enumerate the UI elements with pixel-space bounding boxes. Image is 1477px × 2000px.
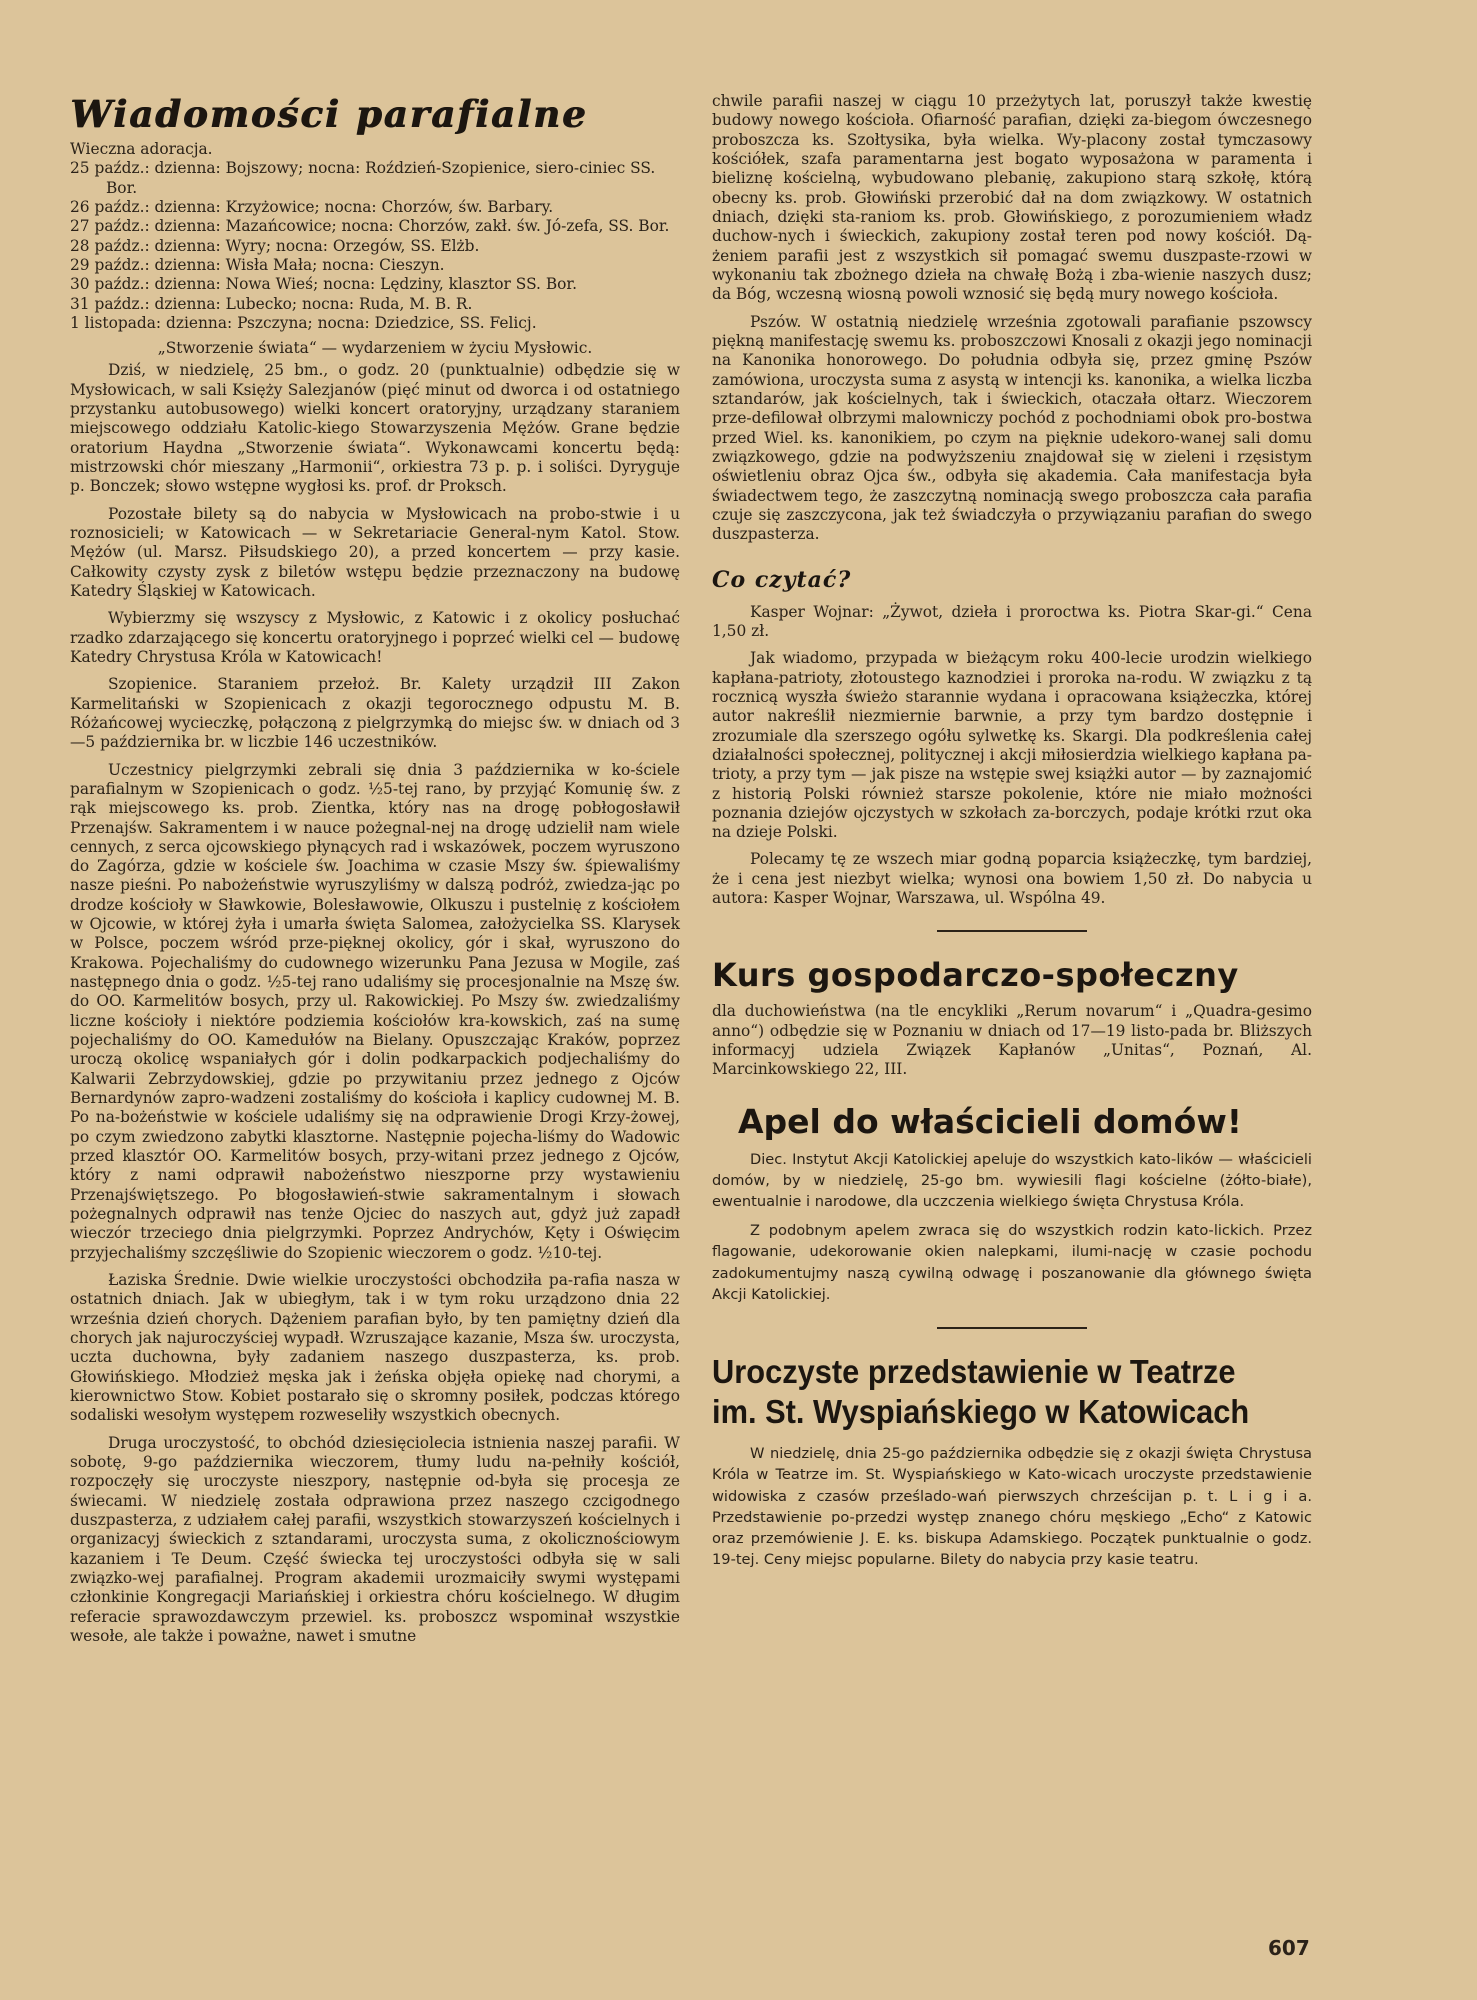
divider: [937, 930, 1087, 932]
kurs-paragraph: dla duchowieństwa (na tle encykliki „Rerum novarum“ i „Quadra-gesimo anno“) odbędzie się w Poznaniu w dniach od 17—19 listo-pada br. Bliższych informacyj udziela Związek Kapłanów „Unitas“, Poznań, Al. Marcinkowskiego 22, III.: [712, 1002, 1312, 1079]
adoration-entry: 1 listopada: dzienna: Pszczyna; nocna: Dziedzice, SS. Felicj.: [70, 313, 537, 332]
adoration-entry: 26 paźdz.: dzienna: Krzyżowice; nocna: Chorzów, św. Barbary.: [70, 197, 554, 216]
book-paragraph: Polecamy tę ze wszech miar godną poparcia książeczkę, tym bardziej, że i cena jest niezbyt wielka; wynosi ona bowiem 1,50 zł. Do nabycia u autora: Kasper Wojnar, Warszawa, ul. Wspólna 49.: [712, 850, 1312, 908]
right-column: [712, 92, 1312, 1570]
stworzenie-paragraph: Dziś, w niedzielę, 25 bm., o godz. 20 (punktualnie) odbędzie się w Mysłowicach, w sali Księży Salezjanów (pięć minut od dworca i od ostatniego przystanku autobusowego) wielki koncert oratoryjny, urządzany staraniem miejscowego oddziału Katolic-kiego Stowarzyszenia Mężów. Grane będzie oratorium Haydna „Stworzenie świata“. Wykonawcami koncertu będą: mistrzowski chór mieszany „Harmonii“, orkiestra 73 p. p. i soliści. Dyryguje p. Bonczek; słowo wstępne wygłosi ks. prof. dr Proksch.: [70, 361, 680, 496]
szopienice-paragraph: Szopienice. Staraniem przełoż. Br. Kalety urządził III Zakon Karmelitański w Szopienicach z okazji tegorocznego odpustu M. B. Różańcowej wycieczkę, połączoną z pielgrzymką do miejsc św. w dniach od 3—5 października br. w liczbie 146 uczestników.: [70, 675, 680, 752]
adoration-heading: Wieczna adoracja.: [70, 140, 213, 158]
uroczyste-heading: [712, 1353, 1264, 1433]
kurs-heading: Kurs gospodarczo-społeczny: [712, 956, 1239, 995]
adoration-entry: 31 paźdz.: dzienna: Lubecko; nocna: Ruda, M. B. R.: [70, 294, 473, 313]
adoration-entry: 27 paźdz.: dzienna: Mazańcowice; nocna: Chorzów, zakł. św. Jó-zefa, SS. Bor.: [70, 217, 670, 236]
apel-heading: Apel do właścicieli domów!: [738, 1101, 1242, 1141]
adoration-entry: 30 paźdz.: dzienna: Nowa Wieś; nocna: Lędziny, klasztor SS. Bor.: [70, 275, 577, 294]
adoration-entry: 25 paźdz.: dzienna: Bojszowy; nocna: Roździeń-Szopienice, siero-ciniec SS. Bor.: [70, 159, 656, 197]
laziska-paragraph: Łaziska Średnie. Dwie wielkie uroczystości obchodziła pa-rafia nasza w ostatnich dniach. Jak w ubiegłym, tak i w tym roku urządzono dnia 22 września dzień chorych. Dążeniem parafian było, by ten pamiętny dzień dla chorych jak najuroczyściej wypadł. Wzruszające kazanie, Msza św. uroczysta, uczta duchowna, były zadaniem naszego duszpasterza, ks. prob. Głowińskiego. Młodzież męska jak i żeńska objęła opiekę nad chorymi, a kierownictwo Stow. Kobiet postarało się o skromny posiłek, podczas którego sodaliski wesołym występem rozweseliły wszystkich obecnych.: [70, 1271, 680, 1425]
page-title: Wiadomości parafialne: [70, 92, 588, 136]
book-paragraph: Kasper Wojnar: „Żywot, dzieła i proroctwa ks. Piotra Skar-gi.“ Cena 1,50 zł.: [712, 602, 1312, 640]
stworzenie-subtitle: „Stworzenie świata“ — wydarzeniem w życiu Mysłowic.: [157, 339, 593, 358]
co-czytac-heading: Co czytać?: [712, 566, 852, 593]
laziska-paragraph: chwile parafii naszej w ciągu 10 przeżytych lat, poruszył także kwestię budowy nowego kościoła. Ofiarność parafian, dzięki za-biegom ówczesnego proboszcza ks. Szołtysika, była wielka. Wy-placony został tymczasowy kościółek, szafa paramentarna jest bogato wyposażona w paramenta i bieliznę kościelną, wybudowano plebanię, zakupiono starą szkołę, którą obecny ks. prob. Głowiński przerobić dał na dom związkowy. W ostatnich dniach, dzięki sta-raniom ks. prob. Głowińskiego, z porozumieniem władz duchow-nych i świeckich, zakupiony został teren pod nowy kościół. Dą-żeniem parafii jest z wszystkich sił pomagać swemu duszpaste-rzowi w wykonaniu tak zbożnego dzieła na chwałę Bożą i zba-wienie naszych dusz; da Bóg, wczesną wiosną powoli wznosić się będą mury nowego kościoła.: [712, 92, 1312, 304]
stworzenie-paragraph: Pozostałe bilety są do nabycia w Mysłowicach na probo-stwie i u roznosicieli; w Katowicach — w Sekretariacie General-nym Katol. Stow. Mężów (ul. Marsz. Piłsudskiego 20), a przed koncertem — przy kasie. Całkowity czysty zysk z biletów wstępu będzie przeznaczony na budowę Katedry Śląskiej w Katowicach.: [70, 504, 680, 600]
uroczyste-heading-line: Uroczyste przedstawienie w Teatrze: [712, 1353, 1236, 1391]
page-number: 607: [1268, 1936, 1310, 1960]
pszow-paragraph: Pszów. W ostatnią niedzielę września zgotowali parafianie pszowscy piękną manifestację swemu ks. proboszczowi Knosali z okazji jego nominacji na Kanonika honorowego. Do południa odbyła się, przez gminę Pszów zamówiona, uroczysta suma z asystą w intencji ks. kanonika, a wielka liczba sztandarów, jak kościelnych, tak i świeckich, otaczała ołtarz. Wieczorem prze-defilował olbrzymi malowniczy pochód z pochodniami obok pro-bostwa przed Wiel. ks. kanonikiem, po czym na pięknie udekoro-wanej sali domu związkowego, gdzie na podwyższeniu znajdował się w zieleni i rzęsistym oświetleniu obraz Ojca św., odbyła się akademia. Cała manifestacja była świadectwem tego, że zaszczytną nominacją swego proboszcza cała parafia czuje się zaszczycona, jak też świadczyła o przywiązaniu parafian do swego duszpasterza.: [712, 312, 1312, 544]
divider: [937, 1327, 1087, 1329]
left-column: [70, 92, 680, 1646]
laziska-paragraph: Druga uroczystość, to obchód dziesięciolecia istnienia naszej parafii. W sobotę, 9-go października wieczorem, tłumy ludu na-pełniły kościół, rozpoczęły się uroczyste nieszpory, następnie od-była się procesja ze świecami. W niedzielę została odprawiona przez naszego czcigodnego duszpasterza, z udziałem całej parafii, wszystkich stowarzyszeń kościelnych i organizacyj świeckich z sztandarami, uroczysta suma, z okolicznościowym kazaniem i Te Deum. Część świecka tej uroczystości odbyła się w sali związko-wej parafialnej. Program akademii urozmaiciły swymi występami członkinie Kongregacji Mariańskiej i orkiestra chóru kościelnego. W długim referacie sprawozdawczym przewiel. ks. proboszcz wspominał wszystkie wesołe, ale także i poważne, nawet i smutne: [70, 1433, 680, 1645]
adoration-schedule: [70, 140, 680, 333]
apel-paragraph: Z podobnym apelem zwraca się do wszystkich rodzin kato-lickich. Przez flagowanie, udekorowanie okien nalepkami, ilumi-nację w czasie pochodu zadokumentujmy naszą cywilną odwagę i poszanowanie dla głównego święta Akcji Katolickiej.: [712, 1222, 1312, 1303]
stworzenie-paragraph: Wybierzmy się wszyscy z Mysłowic, z Katowic i z okolicy posłuchać rzadko zdarzającego się koncertu oratoryjnego i poprzeć wielki cel — budowę Katedry Chrystusa Króla w Katowicach!: [70, 609, 680, 666]
adoration-entry: 29 paźdz.: dzienna: Wisła Mała; nocna: Cieszyn.: [70, 255, 445, 274]
apel-paragraph: Diec. Instytut Akcji Katolickiej apeluje do wszystkich kato-lików — właścicieli domów, by w niedzielę, 25-go bm. wywiesili flagi kościelne (żółto-białe), ewentualnie i narodowe, dla uczczenia wielkiego święta Chrystusa Króla.: [712, 1150, 1312, 1211]
szopienice-paragraph: Uczestnicy pielgrzymki zebrali się dnia 3 października w ko-ściele parafialnym w Szopienicach o godz. ½5-tej rano, by przyjąć Komunię św. z rąk miejscowego ks. prob. Zientka, który nas na drogę pobłogosławił Przenajśw. Sakramentem i w nauce pożegnal-nej na drogę udzielił nam wiele cennych, z serca ojcowskiego płynących rad i wskazówek, poczem wyruszono do Zagórza, gdzie w kościele św. Joachima w czasie Mszy św. śpiewaliśmy nasze pieśni. Po nabożeństwie wyruszyliśmy w dalszą podróż, zwiedza-jąc po drodze kościoły w Sławkowie, Bolesławowie, Olkuszu i pustelnię z kościołem w Ojcowie, w której żyła i umarła święta Salomea, założycielka SS. Klarysek w Polsce, poczem wśród prze-pięknej okolicy, gór i skał, wyruszono do Krakowa. Pojechaliśmy do cudownego wizerunku Pana Jezusa w Mogile, zaś następnego dnia o godz. ½5-tej rano udaliśmy się procesjonalnie na Mszę św. do OO. Karmelitów bosych, przy ul. Rakowickiej. Po Mszy św. zwiedzaliśmy liczne kościoły i niektóre podziemia kościołów kra-kowskich, zaś na sumę pojechaliśmy do OO. Kamedułów na Bielany. Opuszczając Kraków, poprzez uroczą okolicę wspaniałych gór i dolin podkarpackich podjechaliśmy do Kalwarii Zebrzydowskiej, gdzie po przywitaniu przez jednego z Ojców Bernardynów zapro-wadzeni zostaliśmy do kościoła i kaplicy cudownej M. B. Po na-bożeństwie w kościele udaliśmy się na odprawienie Drogi Krzy-żowej, po czym zwiedzono zabytki klasztorne. Następnie pojecha-liśmy do Wadowic przed klasztór OO. Karmelitów bosych, przy-witani przez jednego z Ojców, który z nami odprawił nabożeństwo nieszporne przy wystawieniu Przenajświętszego. Po błogosławień-stwie sakramentalnym i słowach pożegnalnych odprawił nas tenże Ojciec do naszych aut, gdyż już zapadł wieczór trzeciego dnia pielgrzymki. Poprzez Andrychów, Kęty i Oświęcim przyjechaliśmy szczęśliwie do Szopienic wieczorem o godz. ½10-tej.: [70, 760, 680, 1262]
book-paragraph: Jak wiadomo, przypada w bieżącym roku 400-lecie urodzin wielkiego kapłana-patrioty, złotoustego kaznodziei i proroka na-rodu. W związku z tą rocznicą wyszła świeżo starannie wydana i opracowana książeczka, której autor nakreślił niezmiernie barwnie, a przy tym bardzo dostępnie i zrozumiale dla szerszego ogółu sylwetkę ks. Skargi. Dla podkreślenia całej działalności społecznej, politycznej i akcji miłosierdzia wielkiego kapłana pa-trioty, a przy tym — jak pisze na wstępie swej książki autor — by zaznajomić z historią Polski również starsze pokolenie, które nie miało możności poznania dziejów ojczystych w szkołach za-borczych, podaje krótki rzut oka na dzieje Polski.: [712, 649, 1312, 842]
uroczyste-heading-line: im. St. Wyspiańskiego w Katowicach: [712, 1394, 1250, 1432]
uroczyste-paragraph: W niedzielę, dnia 25-go października odbędzie się z okazji święta Chrystusa Króla w Teatrze im. St. Wyspiańskiego w Kato-wicach uroczyste przedstawienie widowiska z czasów prześlado-wań pierwszych chrześcijan p. t. L i g i a. Przedstawienie po-przedzi występ znanego chóru męskiego „Echo“ z Katowic oraz przemówienie J. E. ks. biskupa Adamskiego. Początek punktualnie o godz. 19-tej. Ceny miejsc popularne. Bilety do nabycia przy kasie teatru.: [712, 1445, 1312, 1569]
adoration-entry: 28 paźdz.: dzienna: Wyry; nocna: Orzegów, SS. Elżb.: [70, 236, 480, 255]
